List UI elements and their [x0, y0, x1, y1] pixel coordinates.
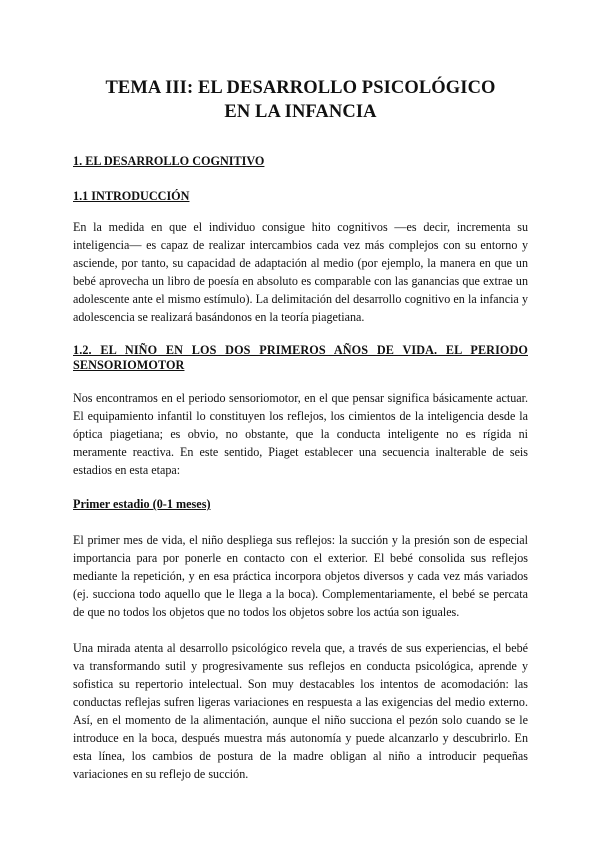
- title-line-1: TEMA III: EL DESARROLLO PSICOLÓGICO: [105, 78, 496, 98]
- first-stage-paragraph-1: El primer mes de vida, el niño despliega sus reflejos: la succión y la presión son de especial importancia para por ponerle en contacto con el exterior. El bebé consolida sus reflejos mediante la repetición, y en esa práctica incorpora objetos diversos y cada vez más variados (ej. succiona todo aquello que le llega a la boca). Complementariamente, el bebé se percata de que no todos los objetos que no todos los objetos sobre los actúa son iguales.: [73, 533, 528, 619]
- section-heading-sensorimotor-period: 1.2. EL NIÑO EN LOS DOS PRIMEROS AÑOS DE VIDA. EL PERIODO SENSORIOMOTOR: [73, 343, 528, 372]
- introduction-paragraph: En la medida en que el individuo consigue hito cognitivos —es decir, incrementa su inteligencia— es capaz de realizar intercambios cada vez más complejos con su entorno y asciende, por tanto, su capacidad de adaptación al medio (por ejemplo, la manera en que un bebé aprovecha un libro de poesía en absoluto es comparable con las ganancias que extrae un adolescente ante el mismo estímulo). La delimitación del desarrollo cognitivo en la infancia y adolescencia se realizará basándonos en la teoría piagetiana.: [73, 220, 528, 324]
- section-heading-introduction: 1.1 INTRODUCCIÓN: [73, 189, 190, 203]
- first-stage-paragraph-2: Una mirada atenta al desarrollo psicológico revela que, a través de sus experiencias, el bebé va transformando sutil y progresivamente sus reflejos en conducta psicológica, aprende y sofistica su repertorio intelectual. Son muy destacables los intentos de acomodación: las conductas reflejas sufren ligeras variaciones en respuesta a las exigencias del medio externo. Así, en el momento de la alimentación, aunque el niño succiona el pezón solo cuando se le introduce en la boca, después muestra más autonomía y puede alcanzarlo y descubrirlo. En esta línea, los cambios de postura de la madre obligan al niño a introducir pequeñas variaciones en su reflejo de succión.: [73, 641, 528, 781]
- stage-heading-first-stage: Primer estadio (0-1 meses): [73, 497, 211, 511]
- section-heading-cognitive-development: 1. EL DESARROLLO COGNITIVO: [73, 154, 265, 168]
- title-line-2: EN LA INFANCIA: [224, 102, 377, 122]
- sensorimotor-paragraph: Nos encontramos en el periodo sensoriomotor, en el que pensar significa básicamente actuar. El equipamiento infantil lo constituyen los reflejos, los cimientos de la inteligencia desde la óptica piagetiana; es obvio, no obstante, que la conducta inteligente no es rígida ni meramente reactiva. En este sentido, Piaget establecer una secuencia inalterable de seis estadios en esta etapa:: [73, 391, 528, 477]
- page-title: [73, 76, 528, 124]
